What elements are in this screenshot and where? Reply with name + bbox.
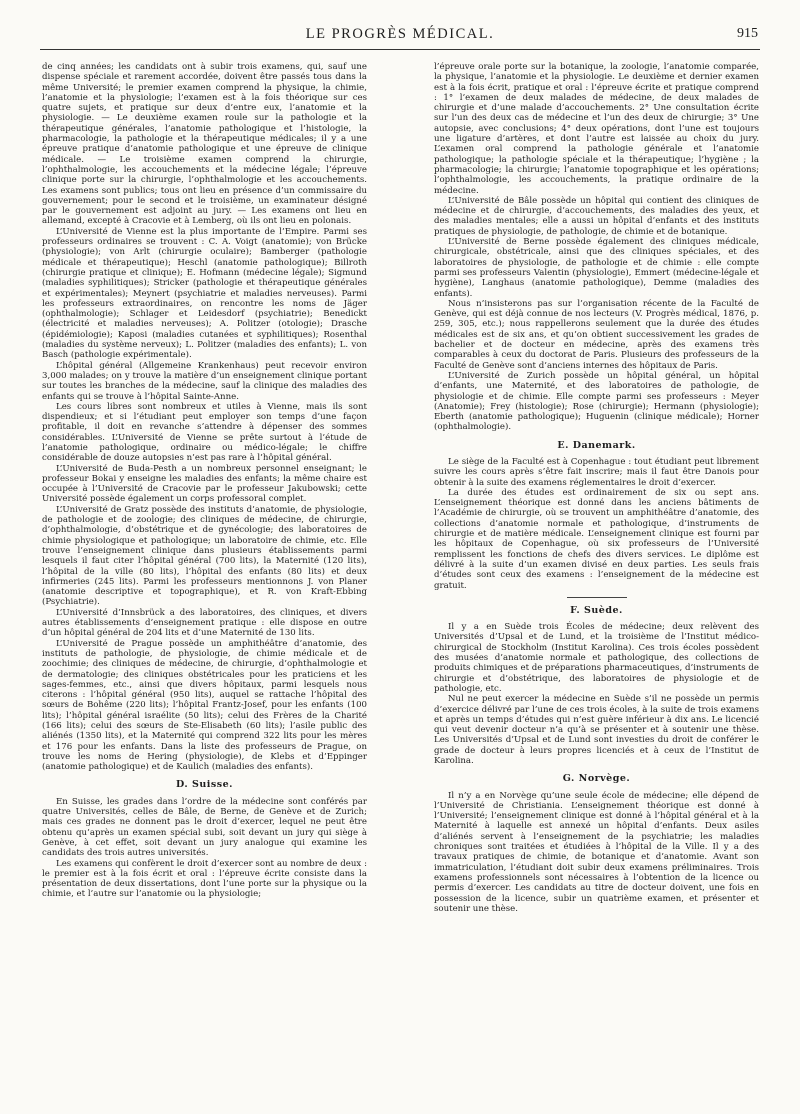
paragraph: En Suisse, les grades dans l’ordre de la médecine sont conférés par quatre Universités, celles de Bâle, de Berne, de Genève et de Zurich; mais ces grades ne donnent pas le droit d’exercer, lequel ne peut être obtenu qu’après un examen spécial subi, soit devant un jury qui siège à Genève, à cet effet, soit devant un jury analogue qui examine les candidats des trois autres universités. [42, 796, 367, 859]
paragraph: Le siège de la Faculté est à Copenhague : tout étudiant peut librement suivre les cours après s’être fait inscrire; mais il faut être Danois pour obtenir à la suite des examens réglementaires le droit d’exercer. [434, 456, 759, 488]
right-column [434, 62, 759, 1102]
paragraph: L’Université d’Innsbrück a des laboratoires, des cliniques, et divers autres établissements d’enseignement pratique : elle dispose en outre d’un hôpital général de 204 lits et d’une Maternité de 130 lits. [42, 607, 367, 639]
paragraph: L’Université de Berne possède également des cliniques médicale, chirurgicale, obstétricale, ainsi que des cliniques spéciales, et des laboratoires de physiologie, de pathologie et de chimie : elle compte parmi ses professeurs Valentin (physiologie), Emmert (médecine-légale et hygiène), Langhaus (anatomie pathologique), Demme (maladies des enfants). [434, 237, 759, 299]
section-heading-suede: F. Suède. [570, 604, 623, 616]
paragraph: l’épreuve orale porte sur la botanique, la zoologie, l’anatomie comparée, la physique, l’anatomie et la physiologie. Le deuxième et dernier examen est à la fois écrit, pratique et oral : l’épreuve écrite et pratique comprend : 1° l’examen de deux malades de médecine, de deux malades de chirurgie et d’une malade d’accouchements. 2° Une consultation écrite sur l’un des deux cas de médecine et l’un des deux de chirurgie; 3° Une autopsie, avec conclusions; 4° deux opérations, dont l’une est toujours une ligature d’artères, et dont l’autre est laissée au choix du jury. L’examen oral comprend la pathologie générale et l’anatomie pathologique; la pathologie spéciale et la thérapeutique; l’hygiène ; la pharmacologie; la chirurgie; l’anatomie topographique et les opérations; l’ophthalmologie, les accouchements, la pratique ordinaire de la médecine. [434, 62, 759, 196]
section-heading-suisse: D. Suisse. [176, 779, 233, 791]
paragraph: Il n’y a en Norvège qu’une seule école de médecine; elle dépend de l’Université de Christiania. L’enseignement théorique est donné à l’Université; l’enseignement clinique est donné à l’hôpital général et à la Maternité à laquelle est annexé un hôpital d’enfants. Deux asiles d’aliénés servent à l’enseignement de la psychiatrie; les maladies chroniques sont traitées et étudiées à l’hôpital de la Ville. Il y a des travaux pratiques de chimie, de botanique et d’anatomie. Avant son immatriculation, l’étudiant doit subir deux examens préliminaires. Trois examens professionnels sont nécessaires à l’obtention de la licence ou permis d’exercer. Les candidats au titre de docteur doivent, une fois en possession de la licence, subir un quatrième examen, et présenter et soutenir une thèse. [434, 790, 759, 914]
paragraph: L’hôpital général (Allgemeine Krankenhaus) peut recevoir environ 3,000 malades; on y trouve la matière d’un enseignement clinique portant sur toutes les branches de la médecine, sauf la clinique des maladies des enfants qui se trouve à l’hôpital Sainte-Anne. [42, 360, 367, 402]
paragraph: L’Université de Prague possède un amphithéâtre d’anatomie, des instituts de pathologie, de physiologie, de chimie médicale et de zoochimie; des cliniques de médecine, de chirurgie, d’ophthalmologie et de dermatologie; des cliniques obstétricales pour les praticiens et les sages-femmes, etc., ainsi que divers hôpitaux, parmi lesquels nous citerons : l’hôpital général (950 lits), auquel se rattache l’hôpital des sœurs de Bohême (220 lits); l’hôpital Frantz-Josef, pour les enfants (100 lits); l’hôpital général israélite (50 lits); celui des Frères de la Charité (166 lits); celui des sœurs de Ste-Elisabeth (60 lits); l’asile public des aliénés (1350 lits), et la Maternité qui comprend 322 lits pour les mères et 176 pour les enfants. Dans la liste des professeurs de Prague, on trouve les noms de Hering (physiologie), de Klebs et d’Eppinger (anatomie pathologique) et de Kaulich (maladies des enfants). [42, 638, 367, 773]
paragraph: L’Université de Bâle possède un hôpital qui contient des cliniques de médecine et de chirurgie, d’accouchements, des maladies des yeux, et des maladies mentales; elle a aussi un hôpital d’enfants et des instituts pratiques de physiologie, de pathologie, de chimie et de botanique. [434, 195, 759, 237]
journal-title: LE PROGRÈS MÉDICAL. [305, 26, 495, 42]
paragraph: Nous n’insisterons pas sur l’organisation récente de la Faculté de Genève, qui est déjà connue de nos lecteurs (V. Progrès médical, 1876, p. 259, 305, etc.); nous rappellerons seulement que la durée des études médicales est de six ans, et qu’on obtient successivement les grades de bachelier et de docteur en médecine, après des examens très comparables à ceux du doctorat de Paris. Plusieurs des professeurs de la Faculté de Genève sont d’anciens internes des hôpitaux de Paris. [434, 298, 759, 371]
paragraph: Il y a en Suède trois Écoles de médecine; deux relèvent des Universités d’Upsal et de Lund, et la troisième de l’Institut médico-chirurgical de Stockholm (Institut Karolina). Ces trois écoles possèdent des musées d’anatomie normale et pathologique, des collections de produits chimiques et de préparations pharmaceutiques, d’instruments de chirurgie et d’obstétrique, des laboratoires de physiologie et de pathologie, etc. [434, 622, 759, 694]
paragraph: Les examens qui confèrent le droit d’exercer sont au nombre de deux : le premier est à la fois écrit et oral : l’épreuve écrite consiste dans la présentation de deux dissertations, dont l’une porte sur la physique ou la chimie, et l’autre sur l’anatomie ou la physiologie; [42, 858, 367, 900]
paragraph: de cinq années; les candidats ont à subir trois examens, qui, sauf une dispense spéciale et rarement accordée, doivent être passés tous dans la même Université; le premier examen comprend la physique, la chimie, l’anatomie et la physiologie; l’examen est à la fois théorique sur ces quatre sujets, et pratique sur deux d’entre eux, l’anatomie et la physiologie. — Le deuxième examen roule sur la pathologie et la thérapeutique générales, l’anatomie pathologique et l’histologie, la pharmacologie, la pathologie et la thérapeutique médicales; il y a une épreuve pratique d’anatomie pathologique et une épreuve de clinique médicale. — Le troisième examen comprend la chirurgie, l’ophthalmologie, les accouchements et la médecine légale; l’épreuve clinique porte sur la chirurgie, l’ophthalmologie et les accouchements. Les examens sont publics; tous ont lieu en présence d’un commissaire du gouvernement; pour le second et le troisième, un examinateur désigné par le gouvernement est adjoint au jury. — Les examens ont lieu en allemand, excepté à Cracovie et à Lemberg, où ils ont lieu en polonais. [42, 62, 367, 227]
section-heading-norvege: G. Norvège. [562, 773, 631, 785]
page-number: 915 [737, 26, 758, 41]
header-rule [40, 49, 760, 50]
page-header [40, 26, 760, 50]
paragraph: L’Université de Vienne est la plus importante de l’Empire. Parmi ses professeurs ordinaires se trouvent : C. A. Voigt (anatomie); von Brücke (physiologie); von Arlt (chirurgie oculaire); Bamberger (pathologie médicale et thérapeutique); Heschl (anatomie pathologique); Billroth (chirurgie pratique et clinique); E. Hofmann (médecine légale); Sigmund (maladies syphilitiques); Stricker (pathologie et thérapeutique générales et expérimentales); Meynert (psychiatrie et maladies nerveuses). Parmi les professeurs extraordinaires, on rencontre les noms de Jäger (ophthalmologie); Schlager et Leidesdorf (psychiatrie); Benedickt (électricité et maladies nerveuses); A. Politzer (otologie); Drasche (épidémiologie); Kaposi (maladies cutanées et syphilitiques); Rosenthal (maladies du système nerveux); L. Politzer (maladies des enfants); L. von Basch (pathologie expérimentale). [42, 226, 367, 361]
paragraph: La durée des études est ordinairement de six ou sept ans. L’enseignement théorique est donné dans les anciens bâtiments de l’Académie de chirurgie, où se trouvent un amphithéâtre d’anatomie, des collections d’anatomie normale et pathologique, d’instruments de chirurgie et de matière médicale. L’enseignement clinique est fourni par les hôpitaux de Copenhague, où six professeurs de l’Université remplissent les fonctions de chefs des divers services. Le diplôme est délivré à la suite d’un examen divisé en deux parties. Les seuls frais d’études sont ceux des examens : l’enseignement de la médecine est gratuit. [434, 487, 759, 591]
paragraph: Nul ne peut exercer la médecine en Suède s’il ne possède un permis d’exercice délivré par l’une de ces trois écoles, à la suite de trois examens et après un temps d’études qui n’est guère inférieur à dix ans. Le licencié qui veut devenir docteur n’a qu’à se présenter et à soutenir une thèse. Les Universités d’Upsal et de Lund sont investies du droit de conférer le grade de docteur à leurs propres licenciés et à ceux de l’Institut de Karolina. [434, 694, 759, 766]
paragraph: Les cours libres sont nombreux et utiles à Vienne, mais ils sont dispendieux; et si l’étudiant peut employer son temps d’une façon profitable, il doit en revanche s’attendre à dépenser des sommes considérables. L’Université de Vienne se prête surtout à l’étude de l’anatomie pathologique, ordinaire ou médico-légale; le chiffre considérable de douze autopsies n’est pas rare à l’hôpital général. [42, 401, 367, 464]
section-heading-danemark: E. Danemark. [557, 439, 636, 451]
left-column [42, 62, 367, 1102]
section-separator [567, 597, 627, 598]
paragraph: L’Université de Buda-Pesth a un nombreux personnel enseignant; le professeur Bokai y enseigne les maladies des enfants; la même chaire est occupée à l’Université de Cracovie par le professeur Jakubowski; cette Université possède également un corps professoral complet. [42, 463, 367, 505]
paragraph: L’Université de Zurich possède un hôpital général, un hôpital d’enfants, une Maternité, et des laboratoires de pathologie, de physiologie et de chimie. Elle compte parmi ses professeurs : Meyer (Anatomie); Frey (histologie); Rose (chirurgie); Hermann (physiologie); Eberth (anatomie pathologique); Huguenin (clinique médicale); Horner (ophthalmologie). [434, 370, 759, 433]
paragraph: L’Université de Gratz possède des instituts d’anatomie, de physiologie, de pathologie et de zoologie; des cliniques de médecine, de chirurgie, d’ophthalmologie, d’obstétrique et de gynécologie; des laboratoires de chimie physiologique et pathologique; un laboratoire de chimie, etc. Elle trouve l’enseignement clinique dans plusieurs établissements parmi lesquels il faut citer l’hôpital général (700 lits), la Maternité (120 lits), l’hôpital de la ville (80 lits), l’hôpital des enfants (80 lits) et deux infirmeries (245 lits). Parmi les professeurs mentionnons J. von Planer (anatomie descriptive et topographique), et R. von Kraft-Ebbing (Psychiatrie). [42, 504, 367, 608]
